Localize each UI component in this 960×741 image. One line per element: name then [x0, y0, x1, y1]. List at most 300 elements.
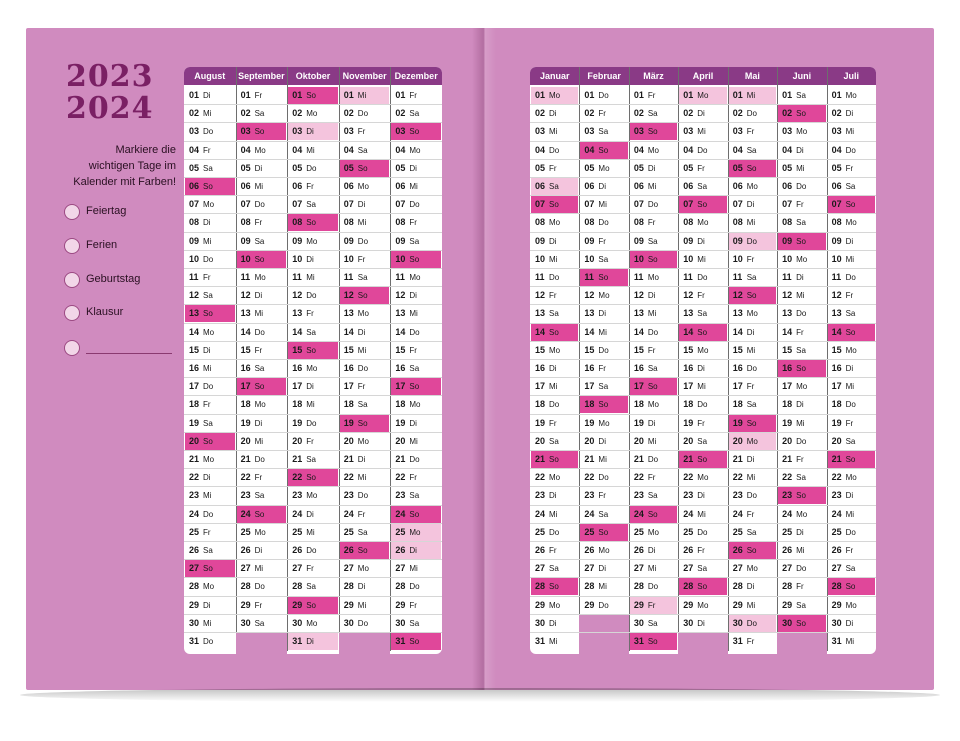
day-cell[interactable]	[828, 560, 875, 577]
day-cell[interactable]	[630, 506, 677, 523]
day-cell[interactable]	[778, 487, 825, 504]
day-cell[interactable]	[580, 433, 627, 450]
day-cell[interactable]	[531, 524, 578, 541]
day-cell[interactable]	[391, 415, 441, 432]
day-cell[interactable]	[185, 87, 235, 104]
day-cell[interactable]	[237, 214, 287, 231]
day-cell[interactable]	[778, 305, 825, 322]
day-cell[interactable]	[778, 506, 825, 523]
day-cell[interactable]	[391, 451, 441, 468]
day-cell[interactable]	[630, 360, 677, 377]
day-cell[interactable]	[630, 305, 677, 322]
day-cell[interactable]	[340, 142, 390, 159]
day-cell[interactable]	[630, 378, 677, 395]
day-cell[interactable]	[828, 123, 875, 140]
day-cell[interactable]	[729, 214, 776, 231]
day-cell[interactable]	[237, 142, 287, 159]
day-cell[interactable]	[340, 123, 390, 140]
day-cell[interactable]	[679, 597, 726, 614]
day-cell[interactable]	[531, 160, 578, 177]
day-cell[interactable]	[391, 360, 441, 377]
day-cell[interactable]	[340, 324, 390, 341]
day-cell[interactable]	[580, 87, 627, 104]
day-cell[interactable]	[237, 560, 287, 577]
day-cell[interactable]	[778, 578, 825, 595]
day-cell[interactable]	[828, 269, 875, 286]
day-cell[interactable]	[185, 378, 235, 395]
day-cell[interactable]	[729, 396, 776, 413]
day-cell[interactable]	[531, 214, 578, 231]
day-cell[interactable]	[288, 451, 338, 468]
day-cell[interactable]	[185, 615, 235, 632]
day-cell[interactable]	[778, 160, 825, 177]
day-cell[interactable]	[391, 305, 441, 322]
day-cell[interactable]	[630, 578, 677, 595]
day-cell[interactable]	[630, 287, 677, 304]
day-cell[interactable]	[729, 506, 776, 523]
day-cell[interactable]	[531, 578, 578, 595]
day-cell[interactable]	[580, 506, 627, 523]
day-cell[interactable]	[778, 269, 825, 286]
day-cell[interactable]	[531, 305, 578, 322]
day-cell[interactable]	[288, 105, 338, 122]
day-cell[interactable]	[340, 214, 390, 231]
day-cell[interactable]	[237, 87, 287, 104]
day-cell[interactable]	[185, 578, 235, 595]
day-cell[interactable]	[729, 469, 776, 486]
day-cell[interactable]	[237, 269, 287, 286]
day-cell[interactable]	[340, 378, 390, 395]
day-cell[interactable]	[391, 524, 441, 541]
day-cell[interactable]	[531, 378, 578, 395]
day-cell[interactable]	[185, 597, 235, 614]
day-cell[interactable]	[630, 87, 677, 104]
day-cell[interactable]	[828, 305, 875, 322]
day-cell[interactable]	[531, 469, 578, 486]
day-cell[interactable]	[531, 123, 578, 140]
day-cell[interactable]	[391, 251, 441, 268]
day-cell[interactable]	[580, 105, 627, 122]
day-cell[interactable]	[778, 451, 825, 468]
day-cell[interactable]	[340, 433, 390, 450]
day-cell[interactable]	[288, 251, 338, 268]
color-dot-icon[interactable]	[64, 238, 80, 254]
day-cell[interactable]	[288, 214, 338, 231]
day-cell[interactable]	[580, 305, 627, 322]
day-cell[interactable]	[185, 506, 235, 523]
day-cell[interactable]	[340, 360, 390, 377]
day-cell[interactable]	[391, 196, 441, 213]
day-cell[interactable]	[828, 178, 875, 195]
day-cell[interactable]	[580, 415, 627, 432]
day-cell[interactable]	[630, 342, 677, 359]
day-cell[interactable]	[288, 233, 338, 250]
day-cell[interactable]	[729, 305, 776, 322]
day-cell[interactable]	[391, 633, 441, 650]
day-cell[interactable]	[729, 123, 776, 140]
day-cell[interactable]	[778, 524, 825, 541]
day-cell[interactable]	[630, 560, 677, 577]
day-cell[interactable]	[778, 542, 825, 559]
day-cell[interactable]	[391, 214, 441, 231]
day-cell[interactable]	[630, 633, 677, 650]
day-cell[interactable]	[185, 360, 235, 377]
day-cell[interactable]	[185, 524, 235, 541]
day-cell[interactable]	[185, 451, 235, 468]
day-cell[interactable]	[729, 487, 776, 504]
day-cell[interactable]	[679, 214, 726, 231]
color-dot-icon[interactable]	[64, 204, 80, 220]
day-cell[interactable]	[391, 396, 441, 413]
day-cell[interactable]	[778, 87, 825, 104]
day-cell[interactable]	[630, 597, 677, 614]
day-cell[interactable]	[630, 469, 677, 486]
day-cell[interactable]	[828, 597, 875, 614]
day-cell[interactable]	[237, 378, 287, 395]
day-cell[interactable]	[237, 178, 287, 195]
day-cell[interactable]	[185, 433, 235, 450]
day-cell[interactable]	[679, 287, 726, 304]
day-cell[interactable]	[237, 360, 287, 377]
day-cell[interactable]	[778, 597, 825, 614]
day-cell[interactable]	[237, 487, 287, 504]
day-cell[interactable]	[580, 542, 627, 559]
day-cell[interactable]	[580, 578, 627, 595]
day-cell[interactable]	[340, 487, 390, 504]
day-cell[interactable]	[828, 615, 875, 632]
day-cell[interactable]	[630, 615, 677, 632]
day-cell[interactable]	[531, 451, 578, 468]
day-cell[interactable]	[679, 506, 726, 523]
day-cell[interactable]	[288, 597, 338, 614]
day-cell[interactable]	[580, 597, 627, 614]
day-cell[interactable]	[288, 287, 338, 304]
day-cell[interactable]	[630, 324, 677, 341]
day-cell[interactable]	[391, 342, 441, 359]
day-cell[interactable]	[531, 287, 578, 304]
day-cell[interactable]	[237, 415, 287, 432]
day-cell[interactable]	[531, 142, 578, 159]
day-cell[interactable]	[340, 615, 390, 632]
day-cell[interactable]	[237, 578, 287, 595]
day-cell[interactable]	[580, 342, 627, 359]
day-cell[interactable]	[828, 87, 875, 104]
day-cell[interactable]	[288, 433, 338, 450]
day-cell[interactable]	[237, 233, 287, 250]
day-cell[interactable]	[340, 233, 390, 250]
day-cell[interactable]	[580, 451, 627, 468]
day-cell[interactable]	[630, 123, 677, 140]
day-cell[interactable]	[531, 633, 578, 650]
color-dot-icon[interactable]	[64, 305, 80, 321]
day-cell[interactable]	[729, 451, 776, 468]
day-cell[interactable]	[185, 142, 235, 159]
day-cell[interactable]	[288, 123, 338, 140]
day-cell[interactable]	[340, 506, 390, 523]
day-cell[interactable]	[288, 578, 338, 595]
day-cell[interactable]	[580, 396, 627, 413]
day-cell[interactable]	[391, 615, 441, 632]
legend-item-klausur[interactable]	[64, 305, 184, 323]
day-cell[interactable]	[630, 396, 677, 413]
day-cell[interactable]	[288, 615, 338, 632]
day-cell[interactable]	[630, 451, 677, 468]
day-cell[interactable]	[828, 342, 875, 359]
day-cell[interactable]	[185, 178, 235, 195]
day-cell[interactable]	[531, 560, 578, 577]
day-cell[interactable]	[531, 542, 578, 559]
day-cell[interactable]	[185, 487, 235, 504]
day-cell[interactable]	[828, 542, 875, 559]
day-cell[interactable]	[531, 360, 578, 377]
day-cell[interactable]	[531, 196, 578, 213]
day-cell[interactable]	[580, 160, 627, 177]
day-cell[interactable]	[391, 105, 441, 122]
day-cell[interactable]	[729, 105, 776, 122]
day-cell[interactable]	[630, 415, 677, 432]
day-cell[interactable]	[237, 506, 287, 523]
day-cell[interactable]	[580, 269, 627, 286]
day-cell[interactable]	[679, 615, 726, 632]
day-cell[interactable]	[237, 342, 287, 359]
day-cell[interactable]	[288, 178, 338, 195]
day-cell[interactable]	[778, 560, 825, 577]
day-cell[interactable]	[531, 87, 578, 104]
day-cell[interactable]	[531, 105, 578, 122]
day-cell[interactable]	[185, 560, 235, 577]
day-cell[interactable]	[237, 123, 287, 140]
day-cell[interactable]	[679, 105, 726, 122]
day-cell[interactable]	[288, 360, 338, 377]
day-cell[interactable]	[630, 214, 677, 231]
day-cell[interactable]	[237, 160, 287, 177]
day-cell[interactable]	[391, 287, 441, 304]
day-cell[interactable]	[778, 196, 825, 213]
day-cell[interactable]	[185, 469, 235, 486]
day-cell[interactable]	[828, 287, 875, 304]
day-cell[interactable]	[828, 324, 875, 341]
day-cell[interactable]	[391, 178, 441, 195]
day-cell[interactable]	[237, 451, 287, 468]
day-cell[interactable]	[185, 251, 235, 268]
day-cell[interactable]	[340, 269, 390, 286]
day-cell[interactable]	[580, 178, 627, 195]
day-cell[interactable]	[580, 324, 627, 341]
day-cell[interactable]	[185, 324, 235, 341]
day-cell[interactable]	[391, 324, 441, 341]
day-cell[interactable]	[391, 433, 441, 450]
day-cell[interactable]	[778, 142, 825, 159]
day-cell[interactable]	[531, 178, 578, 195]
day-cell[interactable]	[679, 451, 726, 468]
color-dot-icon[interactable]	[64, 340, 80, 356]
day-cell[interactable]	[288, 469, 338, 486]
day-cell[interactable]	[729, 269, 776, 286]
day-cell[interactable]	[729, 597, 776, 614]
day-cell[interactable]	[778, 178, 825, 195]
day-cell[interactable]	[778, 233, 825, 250]
day-cell[interactable]	[828, 160, 875, 177]
day-cell[interactable]	[531, 233, 578, 250]
day-cell[interactable]	[778, 360, 825, 377]
day-cell[interactable]	[828, 396, 875, 413]
day-cell[interactable]	[679, 415, 726, 432]
day-cell[interactable]	[237, 469, 287, 486]
day-cell[interactable]	[531, 396, 578, 413]
day-cell[interactable]	[340, 305, 390, 322]
day-cell[interactable]	[391, 160, 441, 177]
day-cell[interactable]	[185, 396, 235, 413]
day-cell[interactable]	[237, 542, 287, 559]
day-cell[interactable]	[679, 305, 726, 322]
day-cell[interactable]	[340, 251, 390, 268]
day-cell[interactable]	[828, 578, 875, 595]
day-cell[interactable]	[630, 142, 677, 159]
day-cell[interactable]	[391, 378, 441, 395]
day-cell[interactable]	[185, 214, 235, 231]
day-cell[interactable]	[531, 615, 578, 632]
day-cell[interactable]	[630, 160, 677, 177]
day-cell[interactable]	[580, 142, 627, 159]
day-cell[interactable]	[237, 287, 287, 304]
day-cell[interactable]	[828, 524, 875, 541]
day-cell[interactable]	[340, 560, 390, 577]
day-cell[interactable]	[580, 196, 627, 213]
day-cell[interactable]	[729, 178, 776, 195]
day-cell[interactable]	[679, 269, 726, 286]
day-cell[interactable]	[679, 433, 726, 450]
day-cell[interactable]	[185, 196, 235, 213]
custom-label-line[interactable]	[86, 353, 172, 354]
day-cell[interactable]	[237, 396, 287, 413]
day-cell[interactable]	[340, 196, 390, 213]
day-cell[interactable]	[340, 542, 390, 559]
day-cell[interactable]	[288, 633, 338, 650]
day-cell[interactable]	[679, 360, 726, 377]
day-cell[interactable]	[391, 597, 441, 614]
day-cell[interactable]	[729, 360, 776, 377]
day-cell[interactable]	[580, 560, 627, 577]
day-cell[interactable]	[580, 360, 627, 377]
day-cell[interactable]	[288, 342, 338, 359]
day-cell[interactable]	[630, 433, 677, 450]
day-cell[interactable]	[531, 324, 578, 341]
day-cell[interactable]	[391, 142, 441, 159]
day-cell[interactable]	[729, 578, 776, 595]
legend-item-ferien[interactable]	[64, 238, 184, 256]
day-cell[interactable]	[237, 433, 287, 450]
day-cell[interactable]	[531, 506, 578, 523]
day-cell[interactable]	[828, 487, 875, 504]
legend-item-feiertag[interactable]	[64, 204, 184, 222]
day-cell[interactable]	[729, 87, 776, 104]
day-cell[interactable]	[828, 433, 875, 450]
day-cell[interactable]	[729, 342, 776, 359]
day-cell[interactable]	[340, 178, 390, 195]
day-cell[interactable]	[288, 396, 338, 413]
day-cell[interactable]	[185, 305, 235, 322]
legend-item-custom[interactable]	[64, 340, 184, 358]
day-cell[interactable]	[778, 378, 825, 395]
day-cell[interactable]	[580, 487, 627, 504]
day-cell[interactable]	[679, 142, 726, 159]
day-cell[interactable]	[288, 560, 338, 577]
day-cell[interactable]	[630, 487, 677, 504]
day-cell[interactable]	[729, 633, 776, 650]
day-cell[interactable]	[679, 178, 726, 195]
day-cell[interactable]	[580, 251, 627, 268]
day-cell[interactable]	[828, 105, 875, 122]
day-cell[interactable]	[729, 196, 776, 213]
day-cell[interactable]	[778, 342, 825, 359]
day-cell[interactable]	[679, 233, 726, 250]
day-cell[interactable]	[580, 287, 627, 304]
day-cell[interactable]	[288, 415, 338, 432]
day-cell[interactable]	[288, 142, 338, 159]
day-cell[interactable]	[729, 378, 776, 395]
day-cell[interactable]	[679, 578, 726, 595]
day-cell[interactable]	[679, 87, 726, 104]
day-cell[interactable]	[288, 524, 338, 541]
day-cell[interactable]	[828, 633, 875, 650]
day-cell[interactable]	[237, 251, 287, 268]
day-cell[interactable]	[237, 615, 287, 632]
day-cell[interactable]	[828, 415, 875, 432]
day-cell[interactable]	[237, 196, 287, 213]
day-cell[interactable]	[288, 196, 338, 213]
color-dot-icon[interactable]	[64, 272, 80, 288]
day-cell[interactable]	[679, 251, 726, 268]
day-cell[interactable]	[580, 378, 627, 395]
day-cell[interactable]	[679, 196, 726, 213]
day-cell[interactable]	[185, 415, 235, 432]
day-cell[interactable]	[288, 269, 338, 286]
day-cell[interactable]	[679, 487, 726, 504]
day-cell[interactable]	[729, 142, 776, 159]
legend-item-geburtstag[interactable]	[64, 272, 184, 290]
day-cell[interactable]	[288, 487, 338, 504]
day-cell[interactable]	[778, 123, 825, 140]
day-cell[interactable]	[340, 160, 390, 177]
day-cell[interactable]	[729, 524, 776, 541]
day-cell[interactable]	[679, 560, 726, 577]
day-cell[interactable]	[580, 123, 627, 140]
day-cell[interactable]	[531, 269, 578, 286]
day-cell[interactable]	[828, 233, 875, 250]
day-cell[interactable]	[828, 469, 875, 486]
day-cell[interactable]	[630, 524, 677, 541]
day-cell[interactable]	[185, 233, 235, 250]
day-cell[interactable]	[580, 469, 627, 486]
day-cell[interactable]	[778, 433, 825, 450]
day-cell[interactable]	[391, 123, 441, 140]
day-cell[interactable]	[679, 123, 726, 140]
day-cell[interactable]	[531, 597, 578, 614]
day-cell[interactable]	[185, 342, 235, 359]
day-cell[interactable]	[778, 396, 825, 413]
day-cell[interactable]	[630, 233, 677, 250]
day-cell[interactable]	[729, 287, 776, 304]
day-cell[interactable]	[531, 415, 578, 432]
day-cell[interactable]	[288, 542, 338, 559]
day-cell[interactable]	[679, 542, 726, 559]
day-cell[interactable]	[391, 233, 441, 250]
day-cell[interactable]	[340, 597, 390, 614]
day-cell[interactable]	[237, 524, 287, 541]
day-cell[interactable]	[828, 196, 875, 213]
day-cell[interactable]	[237, 324, 287, 341]
day-cell[interactable]	[531, 487, 578, 504]
